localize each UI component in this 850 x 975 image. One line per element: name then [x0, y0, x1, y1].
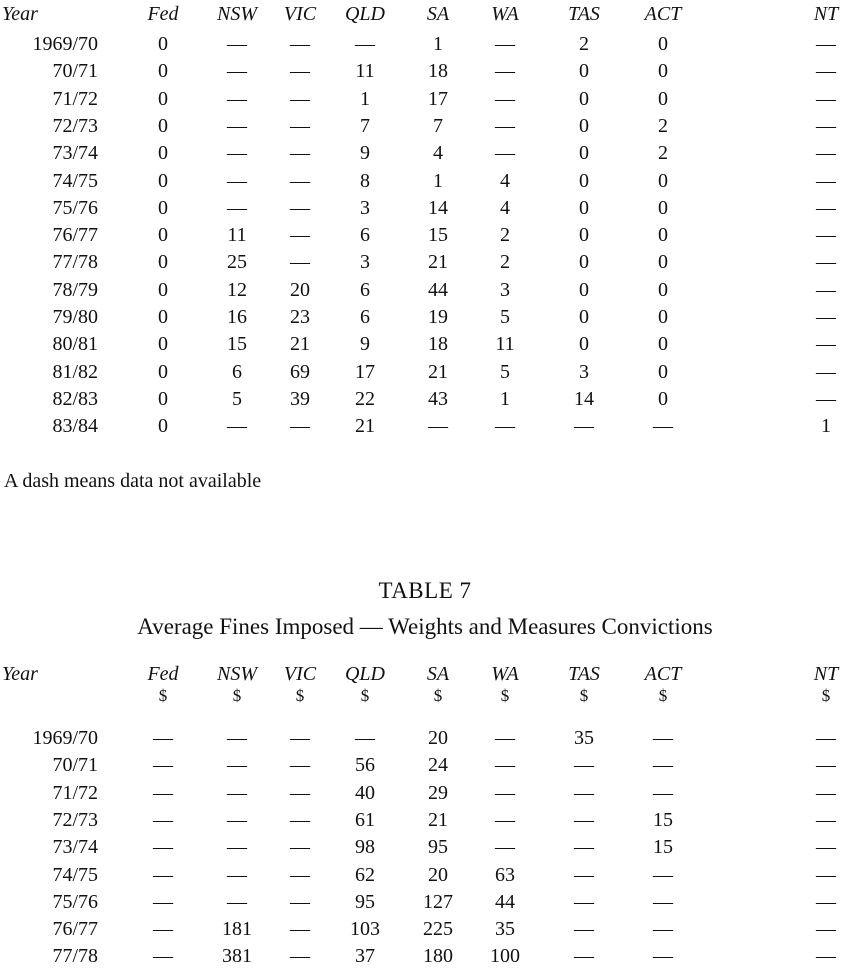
table-cell: 2 — [500, 251, 510, 274]
column-header-year: Year — [2, 663, 38, 685]
table-cell: — — [227, 754, 247, 777]
table-cell: — — [653, 918, 673, 941]
column-header-year: Year — [2, 3, 38, 25]
table-row — [0, 412, 850, 440]
table-cell: 6 — [360, 306, 370, 328]
column-header: WA — [491, 3, 519, 25]
table-row — [0, 112, 850, 140]
year-cell: 71/72 — [52, 781, 98, 804]
table-cell: — — [290, 60, 310, 83]
table-cell: 0 — [658, 306, 668, 328]
table-cell: — — [816, 114, 836, 137]
column-header: ACT — [644, 663, 682, 685]
table-cell: 0 — [579, 142, 589, 165]
table-7-subtitle: Average Fines Imposed — Weights and Measures Convictions — [137, 614, 713, 639]
currency-label: $ — [158, 686, 168, 705]
table-cell: — — [290, 863, 310, 886]
table-cell: 2 — [579, 33, 589, 55]
table-cell: — — [153, 836, 173, 859]
table-cell: — — [290, 754, 310, 777]
table-cell: — — [290, 781, 310, 804]
table-cell: — — [227, 169, 247, 192]
table-cell: — — [574, 781, 594, 804]
table-cell: 0 — [658, 33, 668, 55]
year-cell: 78/79 — [52, 278, 98, 301]
table-cell: 0 — [158, 169, 168, 192]
table-cell: — — [227, 727, 247, 749]
table-cell: 7 — [360, 114, 370, 137]
currency-label: $ — [821, 686, 831, 705]
table-cell: 14 — [428, 196, 448, 219]
currency-label: $ — [360, 686, 370, 705]
table-row — [0, 248, 850, 276]
table-row — [0, 385, 850, 413]
table-cell: 0 — [158, 224, 168, 247]
year-cell: 77/78 — [52, 251, 98, 274]
column-header: NSW — [217, 3, 257, 25]
table-cell: 62 — [355, 863, 375, 886]
table-cell: 0 — [658, 60, 668, 83]
table-cell: — — [227, 415, 247, 438]
table-cell: 0 — [579, 306, 589, 328]
table-cell: — — [355, 33, 375, 55]
table-cell: — — [816, 808, 836, 831]
year-cell: 73/74 — [52, 836, 98, 859]
column-header: ACT — [644, 3, 682, 25]
table-cell: 0 — [658, 87, 668, 110]
table-cell: — — [816, 60, 836, 83]
table-cell: 0 — [579, 87, 589, 110]
table-cell: — — [816, 890, 836, 913]
table-cell: 3 — [500, 278, 510, 301]
table-cell: 8 — [360, 169, 370, 192]
table-cell: — — [574, 808, 594, 831]
table-cell: — — [290, 890, 310, 913]
table-cell: — — [290, 836, 310, 859]
table-row — [0, 57, 850, 85]
table-cell: 21 — [355, 415, 375, 438]
column-header: VIC — [283, 3, 317, 25]
table-cell: 21 — [290, 333, 310, 356]
table-cell: 15 — [653, 836, 673, 859]
table-cell: 21 — [428, 360, 448, 383]
column-header: QLD — [344, 663, 385, 685]
table-cell: — — [290, 415, 310, 438]
table-cell: — — [153, 808, 173, 831]
year-cell: 71/72 — [52, 87, 98, 110]
table-cell: — — [227, 863, 247, 886]
table-6-note: A dash means data not available — [4, 470, 262, 492]
table-cell: — — [816, 387, 836, 410]
table-cell: — — [227, 60, 247, 83]
table-cell: 9 — [360, 333, 370, 356]
table-cell: — — [816, 360, 836, 383]
table-cell: — — [153, 890, 173, 913]
table-cell: — — [290, 918, 310, 941]
table-cell: — — [574, 918, 594, 941]
table-cell: — — [816, 251, 836, 274]
table-cell: 0 — [579, 333, 589, 356]
table-cell: 29 — [428, 781, 448, 804]
year-cell: 83/84 — [52, 415, 98, 438]
table-cell: 0 — [658, 169, 668, 192]
table-cell: 1 — [500, 387, 510, 410]
table-cell: 0 — [658, 360, 668, 383]
table-cell: 95 — [428, 836, 448, 859]
table-cell: 0 — [158, 306, 168, 328]
table-cell: — — [290, 87, 310, 110]
table-cell: 24 — [428, 754, 448, 777]
table-cell: 0 — [579, 224, 589, 247]
column-header: NT — [813, 3, 839, 25]
table-cell: 7 — [433, 114, 443, 137]
table-cell: — — [816, 863, 836, 886]
table-7-title: TABLE 7 — [378, 578, 472, 603]
table-cell: 0 — [658, 196, 668, 219]
table-cell: 0 — [658, 251, 668, 274]
table-cell: — — [290, 808, 310, 831]
table-cell: — — [816, 781, 836, 804]
table-cell: — — [495, 415, 515, 438]
table-cell: — — [290, 142, 310, 165]
table-cell: — — [816, 727, 836, 749]
table-cell: 0 — [158, 196, 168, 219]
currency-label: $ — [500, 686, 510, 705]
table-row — [0, 30, 850, 58]
table-cell: 0 — [158, 333, 168, 356]
table-cell: 43 — [428, 387, 448, 410]
table-cell: 9 — [360, 142, 370, 165]
table-cell: — — [495, 781, 515, 804]
table-cell: — — [290, 224, 310, 247]
table-cell: 18 — [428, 60, 448, 83]
table-cell: 11 — [355, 60, 375, 83]
table-cell: 381 — [222, 945, 252, 968]
table-cell: 0 — [158, 278, 168, 301]
table-cell: 12 — [227, 278, 247, 301]
table-cell: 0 — [579, 251, 589, 274]
table-cell: — — [495, 114, 515, 137]
year-cell: 70/71 — [52, 60, 98, 83]
table-cell: — — [816, 224, 836, 247]
table-cell: — — [495, 808, 515, 831]
year-cell: 75/76 — [52, 196, 98, 219]
year-cell: 74/75 — [52, 863, 98, 886]
year-cell: 72/73 — [52, 808, 98, 831]
table-cell: 4 — [500, 169, 510, 192]
year-cell: 81/82 — [52, 360, 98, 383]
year-cell: 70/71 — [52, 754, 98, 777]
table-cell: — — [816, 142, 836, 165]
table-row — [0, 330, 850, 358]
table-row — [0, 861, 850, 889]
column-header: SA — [426, 3, 450, 25]
table-cell: 1 — [360, 87, 370, 110]
table-cell: 15 — [428, 224, 448, 247]
column-header: TAS — [568, 3, 600, 25]
table-cell: — — [227, 33, 247, 55]
column-header: QLD — [344, 3, 385, 25]
table-cell: — — [153, 945, 173, 968]
table-cell: 0 — [658, 278, 668, 301]
table-cell: — — [816, 87, 836, 110]
table-cell: — — [428, 415, 448, 438]
column-header: NT — [813, 663, 839, 685]
table-cell: 0 — [658, 333, 668, 356]
table-row — [0, 915, 850, 943]
table-cell: 0 — [158, 415, 168, 438]
table-cell: 2 — [500, 224, 510, 247]
column-header: NSW — [217, 663, 257, 685]
column-header: VIC — [283, 663, 317, 685]
table-cell: — — [153, 781, 173, 804]
table-cell: — — [227, 87, 247, 110]
table-cell: — — [153, 863, 173, 886]
table-cell: — — [495, 87, 515, 110]
table-cell: 44 — [428, 278, 448, 301]
table-cell: 0 — [658, 387, 668, 410]
table-cell: 40 — [355, 781, 375, 804]
table-cell: — — [290, 945, 310, 968]
table-cell: 0 — [579, 60, 589, 83]
table-cell: — — [653, 890, 673, 913]
column-header: WA — [491, 663, 519, 685]
table-row — [0, 139, 850, 167]
header-row — [0, 0, 850, 28]
table-cell: — — [227, 808, 247, 831]
table-cell: 3 — [360, 251, 370, 274]
table-cell: 0 — [158, 114, 168, 137]
table-row — [0, 888, 850, 916]
table-cell: 1 — [821, 415, 831, 438]
table-cell: 0 — [579, 114, 589, 137]
year-cell — [2, 682, 98, 710]
table-cell: 6 — [360, 278, 370, 301]
table-row — [0, 751, 850, 779]
table-cell: — — [153, 754, 173, 777]
column-header: SA — [426, 663, 450, 685]
currency-row — [0, 682, 850, 710]
table-cell: — — [227, 781, 247, 804]
year-cell: 1969/70 — [32, 33, 98, 55]
table-row — [0, 779, 850, 807]
table-cell: 21 — [428, 808, 448, 831]
table-cell: 225 — [423, 918, 453, 941]
table-cell: 11 — [495, 333, 515, 356]
column-header: Fed — [147, 3, 179, 25]
year-cell: 77/78 — [52, 945, 98, 968]
table-cell: — — [816, 278, 836, 301]
table-row — [0, 806, 850, 834]
table-cell: — — [290, 33, 310, 55]
table-cell: — — [153, 727, 173, 749]
table-cell: — — [653, 863, 673, 886]
table-cell: 98 — [355, 836, 375, 859]
table-cell: 127 — [423, 890, 453, 913]
table-cell: — — [227, 196, 247, 219]
table-cell: 0 — [158, 360, 168, 383]
table-cell: — — [495, 836, 515, 859]
column-header: Fed — [147, 663, 179, 685]
table-cell: — — [816, 169, 836, 192]
table-cell: 2 — [658, 114, 668, 137]
table-cell: 22 — [355, 387, 375, 410]
table-cell: — — [816, 836, 836, 859]
table-cell: 69 — [290, 360, 310, 383]
table-cell: — — [574, 945, 594, 968]
table-row — [0, 724, 850, 752]
table-cell: 17 — [355, 360, 375, 383]
table-row — [0, 167, 850, 195]
table-cell: — — [290, 169, 310, 192]
currency-label: $ — [433, 686, 443, 705]
table-cell: 3 — [360, 196, 370, 219]
table-cell: — — [495, 60, 515, 83]
table-cell: 181 — [222, 918, 252, 941]
table-cell: — — [290, 114, 310, 137]
table-cell: 1 — [433, 169, 443, 192]
table-row — [0, 833, 850, 861]
table-cell: 4 — [500, 196, 510, 219]
table-cell: 2 — [658, 142, 668, 165]
table-cell: 0 — [158, 87, 168, 110]
table-cell: 20 — [290, 278, 310, 301]
table-cell: 20 — [428, 863, 448, 886]
table-cell: — — [816, 945, 836, 968]
table-row — [0, 194, 850, 222]
table-row — [0, 358, 850, 386]
table-cell: — — [574, 415, 594, 438]
table-cell: 0 — [158, 251, 168, 274]
table-cell: — — [290, 251, 310, 274]
table-cell: — — [495, 33, 515, 55]
table-cell: 16 — [227, 306, 247, 328]
table-cell: 39 — [290, 387, 310, 410]
table-cell: — — [816, 918, 836, 941]
table-cell: — — [355, 727, 375, 749]
table-cell: — — [816, 196, 836, 219]
table-cell: 14 — [574, 387, 594, 410]
table-cell: 20 — [428, 727, 448, 749]
table-cell: 23 — [290, 306, 310, 328]
table-cell: — — [653, 781, 673, 804]
year-cell: 76/77 — [52, 918, 98, 941]
table-cell: — — [653, 754, 673, 777]
table-row — [0, 221, 850, 249]
table-cell: — — [653, 727, 673, 749]
table-cell: — — [574, 836, 594, 859]
table-cell: 103 — [350, 918, 380, 941]
table-cell: — — [227, 836, 247, 859]
currency-label: $ — [232, 686, 242, 705]
table-cell: 0 — [579, 278, 589, 301]
table-cell: 15 — [653, 808, 673, 831]
table-cell: — — [227, 142, 247, 165]
table-cell: — — [816, 33, 836, 55]
table-cell: 11 — [227, 224, 247, 247]
table-cell: 44 — [495, 890, 515, 913]
table-row — [0, 303, 850, 331]
table-cell: 18 — [428, 333, 448, 356]
currency-label: $ — [579, 686, 589, 705]
table-cell: 5 — [232, 387, 242, 410]
table-cell: 15 — [227, 333, 247, 356]
year-cell: 74/75 — [52, 169, 98, 192]
table-cell: 35 — [495, 918, 515, 941]
table-cell: — — [816, 754, 836, 777]
table-cell: 180 — [423, 945, 453, 968]
table-cell: 100 — [490, 945, 520, 968]
table-cell: 0 — [158, 387, 168, 410]
currency-label: $ — [658, 686, 668, 705]
year-cell: 80/81 — [52, 333, 98, 356]
table-cell: 0 — [158, 33, 168, 55]
year-cell: 1969/70 — [32, 727, 98, 749]
year-cell: 82/83 — [52, 387, 98, 410]
table-row — [0, 85, 850, 113]
table-cell: 21 — [428, 251, 448, 274]
table-cell: 0 — [579, 196, 589, 219]
table-cell: — — [153, 918, 173, 941]
table-cell: — — [495, 142, 515, 165]
table-cell: — — [574, 890, 594, 913]
currency-label: $ — [295, 686, 305, 705]
table-cell: 17 — [428, 87, 448, 110]
table-cell: 3 — [579, 360, 589, 383]
table-cell: — — [653, 415, 673, 438]
table-cell: 0 — [579, 169, 589, 192]
table-cell: 37 — [355, 945, 375, 968]
table-cell: 95 — [355, 890, 375, 913]
year-cell: 75/76 — [52, 890, 98, 913]
table-cell: — — [816, 333, 836, 356]
table-cell: 19 — [428, 306, 448, 328]
table-cell: 35 — [574, 727, 594, 749]
table-cell: 63 — [495, 863, 515, 886]
table-cell: 56 — [355, 754, 375, 777]
table-cell: 5 — [500, 306, 510, 328]
table-cell: — — [574, 754, 594, 777]
table-cell: 61 — [355, 808, 375, 831]
table-cell: 5 — [500, 360, 510, 383]
table-cell: 6 — [232, 360, 242, 383]
table-cell: — — [653, 945, 673, 968]
table-cell: — — [495, 754, 515, 777]
table-row — [0, 276, 850, 304]
year-cell: 72/73 — [52, 114, 98, 137]
table-cell: 4 — [433, 142, 443, 165]
table-cell: 0 — [658, 224, 668, 247]
table-cell: — — [227, 114, 247, 137]
table-cell: — — [816, 306, 836, 328]
year-cell: 73/74 — [52, 142, 98, 165]
table-row — [0, 942, 850, 970]
column-header: TAS — [568, 663, 600, 685]
table-cell: — — [290, 196, 310, 219]
table-cell: 1 — [433, 33, 443, 55]
table-cell: 25 — [227, 251, 247, 274]
table-cell: 0 — [158, 60, 168, 83]
year-cell: 79/80 — [52, 306, 98, 328]
table-cell: — — [495, 727, 515, 749]
table-cell: — — [574, 863, 594, 886]
table-cell: — — [290, 727, 310, 749]
table-cell: 6 — [360, 224, 370, 247]
table-cell: 0 — [158, 142, 168, 165]
year-cell: 76/77 — [52, 224, 98, 247]
table-cell: — — [227, 890, 247, 913]
